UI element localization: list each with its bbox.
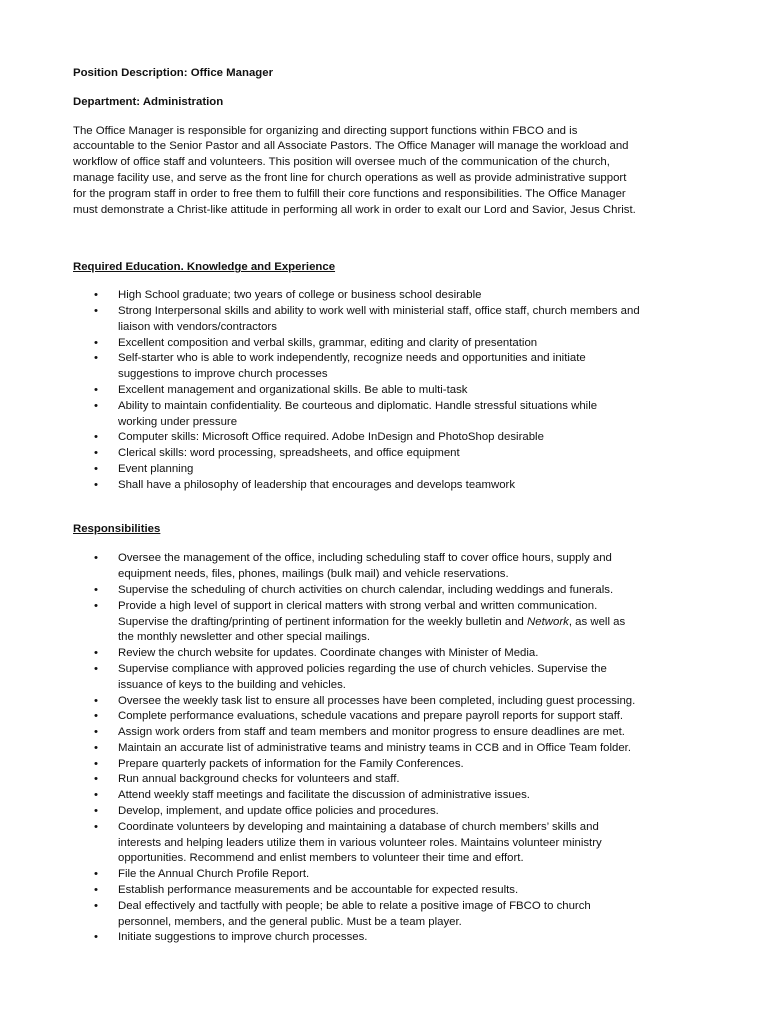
list-item-text: Strong Interpersonal skills and ability to work well with ministerial staff, office staff, church members and liaison with vendors/contractors	[118, 304, 640, 333]
bullet-icon: •	[94, 478, 98, 491]
list-item	[73, 741, 698, 757]
list-item	[73, 757, 698, 773]
list-item-text: Assign work orders from staff and team members and monitor progress to ensure deadlines are met.	[118, 726, 625, 739]
list-item	[73, 336, 698, 352]
required-section-title: Required Education. Knowledge and Experience	[73, 261, 336, 274]
bullet-icon: •	[94, 304, 98, 317]
list-item-text: File the Annual Church Profile Report.	[118, 868, 310, 881]
position-title: Position Description: Office Manager	[73, 67, 273, 79]
list-item	[73, 820, 698, 867]
list-item-text: Maintain an accurate list of administrative teams and ministry teams in CCB and in Office Team folder.	[118, 741, 632, 754]
list-item-text: Review the church website for updates. Coordinate changes with Minister of Media.	[118, 647, 539, 660]
list-item-text: Supervise compliance with approved policies regarding the use of church vehicles. Supervise the issuance of keys to the building and vehicles.	[118, 662, 607, 691]
bullet-icon: •	[94, 399, 98, 412]
list-item-text: Shall have a philosophy of leadership that encourages and develops teamwork	[118, 478, 516, 491]
list-item	[73, 430, 698, 446]
list-item-text: Excellent composition and verbal skills, grammar, editing and clarity of presentation	[118, 336, 538, 349]
list-item	[73, 662, 698, 694]
bullet-icon: •	[94, 336, 98, 349]
bullet-icon: •	[94, 694, 98, 707]
list-item	[73, 583, 698, 599]
list-item-text: Complete performance evaluations, schedule vacations and prepare payroll reports for support staff.	[118, 710, 624, 723]
list-item-text: Initiate suggestions to improve church processes.	[118, 931, 368, 944]
list-item-text: Oversee the weekly task list to ensure all processes have been completed, including guest processing.	[118, 694, 636, 707]
list-item	[73, 383, 698, 399]
bullet-icon: •	[94, 741, 98, 754]
bullet-icon: •	[94, 884, 98, 897]
list-item	[73, 772, 698, 788]
responsibilities-section-title: Responsibilities	[73, 522, 161, 535]
list-item	[73, 551, 698, 583]
list-item-text: Prepare quarterly packets of information for the Family Conferences.	[118, 757, 464, 770]
list-item-text: Provide a high level of support in clerical matters with strong verbal and written communication.	[118, 599, 598, 612]
list-item	[73, 788, 698, 804]
bullet-icon: •	[94, 647, 98, 660]
list-item-text: Computer skills: Microsoft Office required. Adobe InDesign and PhotoShop desirable	[118, 431, 544, 444]
bullet-icon: •	[94, 662, 98, 675]
list-item	[73, 478, 698, 494]
list-item	[73, 725, 698, 741]
bullet-icon: •	[94, 726, 98, 739]
list-item	[73, 883, 698, 899]
list-item-text: Event planning	[118, 462, 194, 475]
bullet-icon: •	[94, 583, 98, 596]
bullet-icon: •	[94, 462, 98, 475]
responsibilities-list	[73, 551, 698, 946]
list-item	[73, 899, 698, 931]
list-item-text: Clerical skills: word processing, spreadsheets, and office equipment	[118, 447, 460, 460]
list-item-text: Oversee the management of the office, including scheduling staff to cover office hours, supply and equipment needs, files, phones, mailings (bulk mail) and vehicle reservations.	[118, 552, 612, 581]
drafting-text-after: , as well as the monthly newsletter and other special mailings.	[118, 615, 626, 644]
list-item-text: Excellent management and organizational skills. Be able to multi-task	[118, 383, 468, 396]
list-item	[73, 646, 698, 662]
bullet-icon: •	[94, 289, 98, 302]
bullet-icon: •	[94, 931, 98, 944]
list-item	[73, 399, 698, 431]
list-item	[73, 867, 698, 883]
list-item	[73, 288, 698, 304]
list-item-text: Establish performance measurements and be accountable for expected results.	[118, 884, 519, 897]
bullet-icon: •	[94, 805, 98, 818]
bullet-icon: •	[94, 868, 98, 881]
list-item	[73, 930, 698, 946]
list-item-text: Ability to maintain confidentiality. Be courteous and diplomatic. Handle stressful situations while working under pressure	[118, 399, 598, 428]
list-item-text: Self-starter who is able to work independently, recognize needs and opportunities and initiate suggestions to improve church processes	[118, 352, 586, 381]
bullet-icon: •	[94, 447, 98, 460]
list-item	[73, 462, 698, 478]
drafting-text-before: Supervise the drafting/printing of pertinent information for the weekly bulletin and	[118, 615, 528, 628]
required-list	[73, 288, 698, 493]
intro-paragraph: The Office Manager is responsible for organizing and directing support functions within FBCO and is accountable to the Senior Pastor and all Associate Pastors. The Office Manager will manage the workload and workflow of office staff and volunteers. This position will oversee much of the communication of the church, manage facility use, and serve as the front line for church operations as well as provide administrative support for the program staff in order to free them to fulfill their core functions and responsibilities. The Office Manager must demonstrate a Christ-like attitude in performing all work in order to exalt our Lord and Savior, Jesus Christ.	[73, 124, 636, 216]
list-item	[73, 804, 698, 820]
list-item	[73, 694, 698, 710]
bullet-icon: •	[94, 789, 98, 802]
bullet-icon: •	[94, 820, 98, 833]
list-item	[73, 446, 698, 462]
list-item	[73, 709, 698, 725]
bullet-icon: •	[94, 710, 98, 723]
list-item-text: Deal effectively and tactfully with people; be able to relate a positive image of FBCO to church personnel, members, and the general public. Must be a team player.	[118, 899, 591, 928]
bullet-icon: •	[94, 431, 98, 444]
list-item-text: High School graduate; two years of college or business school desirable	[118, 289, 482, 302]
list-item-text: Supervise the scheduling of church activities on church calendar, including weddings and funerals.	[118, 583, 614, 596]
bullet-icon: •	[94, 899, 98, 912]
bullet-icon: •	[94, 552, 98, 565]
list-item	[73, 351, 698, 383]
network-publication-name: Network	[527, 615, 569, 628]
department-title: Department: Administration	[73, 95, 224, 108]
bullet-icon: •	[94, 599, 98, 612]
list-item-text: Develop, implement, and update office policies and procedures.	[118, 805, 439, 818]
list-item-text: Coordinate volunteers by developing and maintaining a database of church members’ skills and interests and helping leaders utilize them in various volunteer roles. Maintains volunteer ministry opportunities. Recommend and enlist members to volunteer their time and effort.	[118, 820, 602, 865]
document-page	[73, 66, 698, 946]
bullet-icon: •	[94, 383, 98, 396]
list-item	[73, 599, 698, 646]
bullet-icon: •	[94, 773, 98, 786]
bullet-icon: •	[94, 757, 98, 770]
list-item	[73, 304, 698, 336]
bullet-icon: •	[94, 352, 98, 365]
list-item-text: Attend weekly staff meetings and facilitate the discussion of administrative issues.	[118, 789, 530, 802]
list-item-text: Run annual background checks for volunteers and staff.	[118, 773, 400, 786]
